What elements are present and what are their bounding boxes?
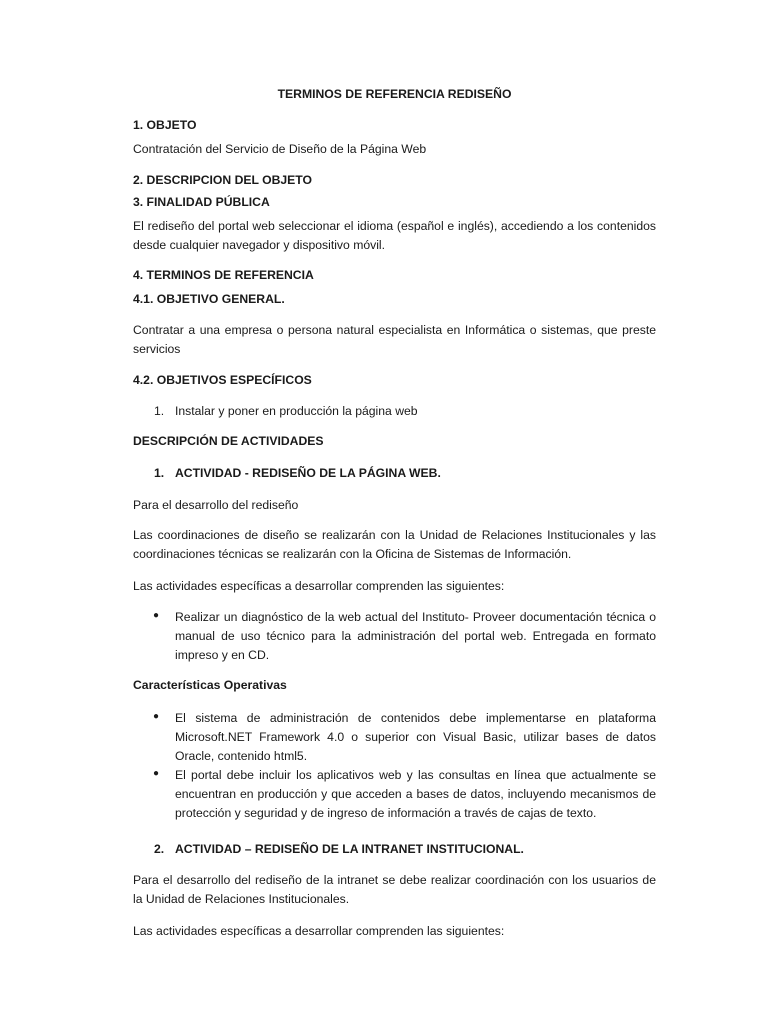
bullet-icon: ● bbox=[153, 768, 160, 779]
section-4-1-text: Contratar a una empresa o persona natural especialista en Informática o sistemas, que preste servicios bbox=[133, 323, 656, 356]
operational-heading: Características Operativas bbox=[133, 678, 287, 692]
section-3-heading: 3. FINALIDAD PÚBLICA bbox=[133, 195, 270, 209]
activity-2-list-intro: Las actividades específicas a desarrollar comprenden las siguientes: bbox=[133, 924, 505, 938]
section-4-2-heading: 4.2. OBJETIVOS ESPECÍFICOS bbox=[133, 373, 312, 387]
section-2-heading: 2. DESCRIPCION DEL OBJETO bbox=[133, 173, 313, 187]
list-item bbox=[133, 709, 656, 766]
list-item bbox=[133, 404, 656, 423]
list-item bbox=[133, 608, 656, 668]
activity-number: 2. bbox=[154, 842, 165, 856]
activity-1-heading bbox=[133, 466, 656, 485]
activities-heading: DESCRIPCIÓN DE ACTIVIDADES bbox=[133, 434, 324, 448]
activity-title: ACTIVIDAD - REDISEÑO DE LA PÁGINA WEB. bbox=[175, 466, 441, 480]
list-text: El sistema de administración de contenidos debe implementarse en plataforma Microsoft.NET Framework 4.0 o superior con Visual Basic, utilizar bases de datos Oracle, contenido html5. bbox=[175, 711, 656, 763]
activity-2-intro: Para el desarrollo del rediseño de la intranet se debe realizar coordinación con los usuarios de la Unidad de Relaciones Institucionales. bbox=[133, 873, 656, 906]
section-4-1-heading: 4.1. OBJETIVO GENERAL. bbox=[133, 292, 285, 306]
list-number: 1. bbox=[154, 404, 165, 418]
bullet-icon: ● bbox=[153, 610, 160, 621]
section-4-heading: 4. TERMINOS DE REFERENCIA bbox=[133, 268, 314, 282]
list-text: Instalar y poner en producción la página web bbox=[175, 404, 418, 418]
activity-title: ACTIVIDAD – REDISEÑO DE LA INTRANET INSTITUCIONAL. bbox=[175, 842, 524, 856]
activity-1-list-intro: Las actividades específicas a desarrollar comprenden las siguientes: bbox=[133, 579, 505, 593]
document-title: TERMINOS DE REFERENCIA REDISEÑO bbox=[277, 87, 512, 101]
list-item bbox=[133, 766, 656, 823]
list-text: Realizar un diagnóstico de la web actual del Instituto- Proveer documentación técnica o manual de uso técnico para la administración del portal web. Entregada en formato impreso y en CD. bbox=[175, 610, 656, 662]
activity-number: 1. bbox=[154, 466, 165, 480]
activity-2-heading bbox=[133, 842, 656, 861]
activity-1-intro: Para el desarrollo del rediseño bbox=[133, 498, 299, 512]
section-1-text: Contratación del Servicio de Diseño de la Página Web bbox=[133, 142, 427, 156]
bullet-icon: ● bbox=[153, 711, 160, 722]
section-1-heading: 1. OBJETO bbox=[133, 118, 197, 132]
activity-1-coordination: Las coordinaciones de diseño se realizarán con la Unidad de Relaciones Institucionales y las coordinaciones técnicas se realizarán con la Oficina de Sistemas de Información. bbox=[133, 528, 656, 561]
section-3-text: El rediseño del portal web seleccionar el idioma (español e inglés), accediendo a los contenidos desde cualquier navegador y dispositivo móvil. bbox=[133, 219, 656, 252]
list-text: El portal debe incluir los aplicativos web y las consultas en línea que actualmente se encuentran en producción y que acceden a bases de datos, incluyendo mecanismos de protección y seguridad y de ingreso de información a través de cajas de texto. bbox=[175, 768, 656, 820]
